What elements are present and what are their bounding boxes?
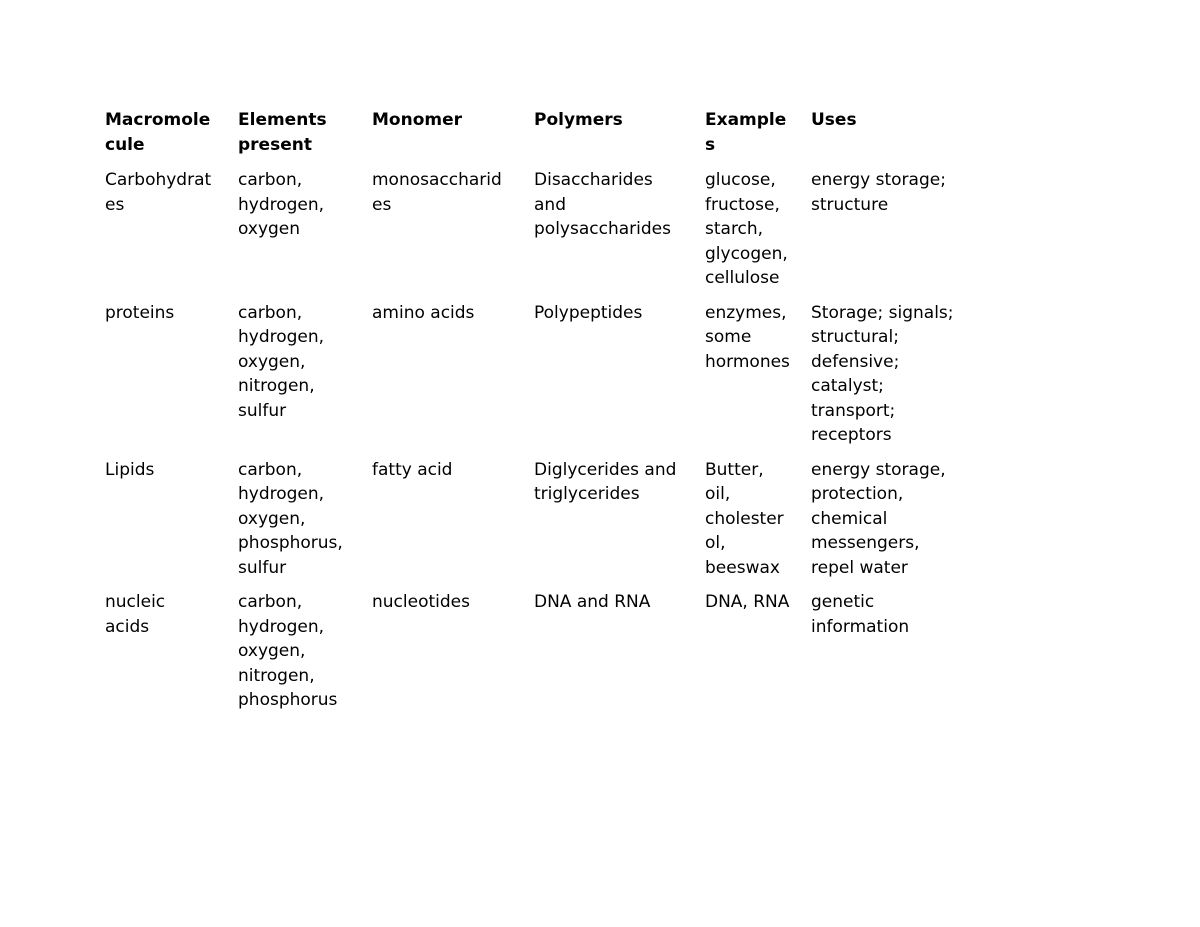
cell-text-line: structure	[811, 194, 889, 215]
cell-text-line: catalyst;	[811, 376, 884, 396]
header-row	[97, 108, 973, 168]
column-header-monomer	[364, 108, 526, 168]
column-header-uses	[803, 108, 973, 168]
cell-text-line: genetic	[811, 592, 875, 612]
table-cell-elements-present	[230, 301, 364, 458]
table-cell-examples	[697, 458, 803, 591]
cell-text-line: cholester	[705, 508, 784, 529]
table-cell-monomer	[364, 301, 526, 458]
table-cell-uses	[803, 590, 973, 723]
cell-text-line: acids	[105, 616, 150, 637]
cell-text-line: DNA and RNA	[534, 592, 651, 612]
table-cell-uses	[803, 168, 973, 301]
table-cell-examples	[697, 168, 803, 301]
table-cell-monomer	[364, 458, 526, 591]
cell-text-line: es	[372, 194, 392, 215]
table-body	[97, 168, 973, 723]
header-text-line: Elements	[238, 110, 327, 130]
cell-text-line: oxygen	[238, 219, 301, 239]
table-cell-macromolecule	[97, 168, 230, 301]
table-cell-monomer	[364, 168, 526, 301]
table-cell-macromolecule	[97, 301, 230, 458]
cell-text-line: sulfur	[238, 400, 287, 421]
header-text-line: Monomer	[372, 110, 463, 130]
column-header-elements-present	[230, 108, 364, 168]
cell-text-line: fatty acid	[372, 459, 453, 480]
table-cell-examples	[697, 301, 803, 458]
column-header-polymers	[526, 108, 697, 168]
cell-text-line: carbon,	[238, 170, 303, 190]
cell-text-line: es	[105, 194, 125, 215]
cell-text-line: oxygen,	[238, 641, 306, 661]
cell-text-line: hydrogen,	[238, 327, 325, 347]
cell-text-line: glucose,	[705, 170, 776, 190]
table-cell-polymers	[526, 168, 697, 301]
header-text-line: s	[705, 134, 716, 155]
table-row	[97, 590, 973, 723]
table-cell-polymers	[526, 301, 697, 458]
cell-text-line: sulfur	[238, 557, 287, 578]
cell-text-line: phosphorus,	[238, 533, 343, 553]
cell-text-line: oxygen,	[238, 508, 306, 529]
cell-text-line: protection,	[811, 484, 904, 504]
cell-text-line: nitrogen,	[238, 376, 315, 396]
table-cell-uses	[803, 301, 973, 458]
header-text-line: Example	[705, 110, 787, 130]
table-cell-elements-present	[230, 458, 364, 591]
cell-text-line: ol,	[705, 533, 726, 553]
cell-text-line: structural;	[811, 327, 899, 347]
cell-text-line: hydrogen,	[238, 194, 325, 215]
table-row	[97, 168, 973, 301]
cell-text-line: monosaccharid	[372, 170, 502, 190]
cell-text-line: fructose,	[705, 194, 780, 215]
cell-text-line: information	[811, 616, 910, 637]
cell-text-line: defensive;	[811, 351, 900, 372]
cell-text-line: Disaccharides	[534, 170, 653, 190]
cell-text-line: Lipids	[105, 459, 155, 480]
header-text-line: Polymers	[534, 110, 623, 130]
table-cell-macromolecule	[97, 590, 230, 723]
cell-text-line: cellulose	[705, 268, 780, 288]
cell-text-line: oil,	[705, 484, 731, 504]
cell-text-line: hydrogen,	[238, 484, 325, 504]
header-text-line: cule	[105, 134, 145, 155]
cell-text-line: nitrogen,	[238, 665, 315, 686]
table-cell-examples	[697, 590, 803, 723]
cell-text-line: energy storage;	[811, 170, 946, 190]
table-row	[97, 301, 973, 458]
cell-text-line: carbon,	[238, 459, 303, 480]
cell-text-line: triglycerides	[534, 484, 640, 504]
column-header-examples	[697, 108, 803, 168]
table-cell-elements-present	[230, 168, 364, 301]
cell-text-line: starch,	[705, 219, 764, 239]
table-row	[97, 458, 973, 591]
cell-text-line: beeswax	[705, 557, 780, 578]
table-cell-elements-present	[230, 590, 364, 723]
cell-text-line: messengers,	[811, 533, 920, 553]
column-header-macromolecule	[97, 108, 230, 168]
cell-text-line: Butter,	[705, 459, 764, 480]
cell-text-line: phosphorus	[238, 690, 338, 710]
cell-text-line: transport;	[811, 400, 896, 421]
cell-text-line: oxygen,	[238, 351, 306, 372]
table-cell-uses	[803, 458, 973, 591]
cell-text-line: receptors	[811, 425, 892, 445]
macromolecule-table	[97, 108, 973, 723]
header-text-line: Uses	[811, 110, 857, 130]
cell-text-line: proteins	[105, 302, 175, 323]
header-text-line: Macromole	[105, 110, 211, 130]
cell-text-line: Carbohydrat	[105, 170, 212, 190]
cell-text-line: chemical	[811, 508, 888, 529]
cell-text-line: amino acids	[372, 302, 475, 323]
table-cell-polymers	[526, 590, 697, 723]
cell-text-line: carbon,	[238, 592, 303, 612]
cell-text-line: energy storage,	[811, 459, 946, 480]
cell-text-line: and	[534, 194, 566, 215]
cell-text-line: hormones	[705, 351, 790, 372]
cell-text-line: some	[705, 327, 752, 347]
cell-text-line: Polypeptides	[534, 302, 643, 323]
cell-text-line: carbon,	[238, 302, 303, 323]
table-cell-monomer	[364, 590, 526, 723]
cell-text-line: glycogen,	[705, 243, 788, 264]
table-cell-polymers	[526, 458, 697, 591]
header-text-line: present	[238, 134, 312, 155]
cell-text-line: polysaccharides	[534, 219, 671, 239]
cell-text-line: nucleic	[105, 592, 166, 612]
cell-text-line: enzymes,	[705, 302, 787, 323]
cell-text-line: hydrogen,	[238, 616, 325, 637]
cell-text-line: nucleotides	[372, 592, 470, 612]
cell-text-line: DNA, RNA	[705, 592, 790, 612]
table-cell-macromolecule	[97, 458, 230, 591]
cell-text-line: Storage; signals;	[811, 302, 954, 323]
cell-text-line: repel water	[811, 557, 908, 578]
cell-text-line: Diglycerides and	[534, 459, 677, 480]
